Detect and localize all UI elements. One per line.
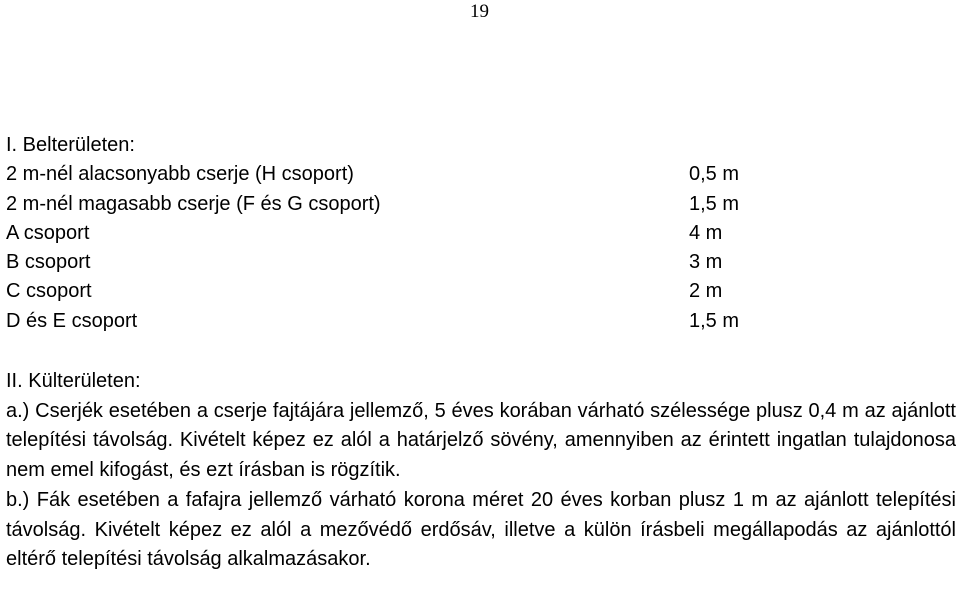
kulterulet-section: [6, 367, 956, 575]
distance-row-label: 2 m-nél magasabb cserje (F és G csoport): [6, 192, 381, 215]
distance-row: [6, 219, 739, 248]
paragraph-b: b.) Fák esetében a fafajra jellemző várható korona méret 20 éves korban plusz 1 m az ajánlott telepítési távolság. Kivételt képez ez alól a mezővédő erdősáv, illetve a külön írásbeli megállapodás az ajánlottól eltérő telepítési távolság alkalmazásakor.: [6, 488, 956, 571]
distance-row-label: C csoport: [6, 280, 92, 303]
distance-row-label: B csoport: [6, 251, 91, 274]
distance-row: [6, 307, 739, 336]
distance-row-label: 2 m-nél alacsonyabb cserje (H csoport): [6, 163, 354, 186]
distance-row-value: 3 m: [689, 251, 723, 274]
paragraph-a: a.) Cserjék esetében a cserje fajtájára jellemző, 5 éves korában várható szélessége plusz 0,4 m az ajánlott telepítési távolság. Kivételt képez ez alól a határjelző sövény, amennyiben az érintett ingatlan tulajdonosa nem emel kifogást, és ezt írásban is rögzítik.: [6, 399, 956, 482]
distance-row-value: 4 m: [689, 221, 723, 244]
distance-row-label: D és E csoport: [6, 309, 138, 332]
distance-row: [6, 248, 739, 277]
distance-row: [6, 160, 739, 189]
distance-row-label: A csoport: [6, 221, 90, 244]
distance-row-value: 1,5 m: [689, 192, 740, 215]
page-number: 19: [470, 1, 489, 22]
distance-row: [6, 190, 739, 219]
belterulet-heading: I. Belterületen:: [6, 134, 135, 156]
distance-row-value: 0,5 m: [689, 163, 740, 186]
distance-row-value: 2 m: [689, 280, 723, 303]
distance-row-value: 1,5 m: [689, 309, 740, 332]
kulterulet-heading: II. Külterületen:: [6, 370, 141, 392]
distance-row: [6, 277, 739, 306]
belterulet-section: [6, 131, 739, 336]
